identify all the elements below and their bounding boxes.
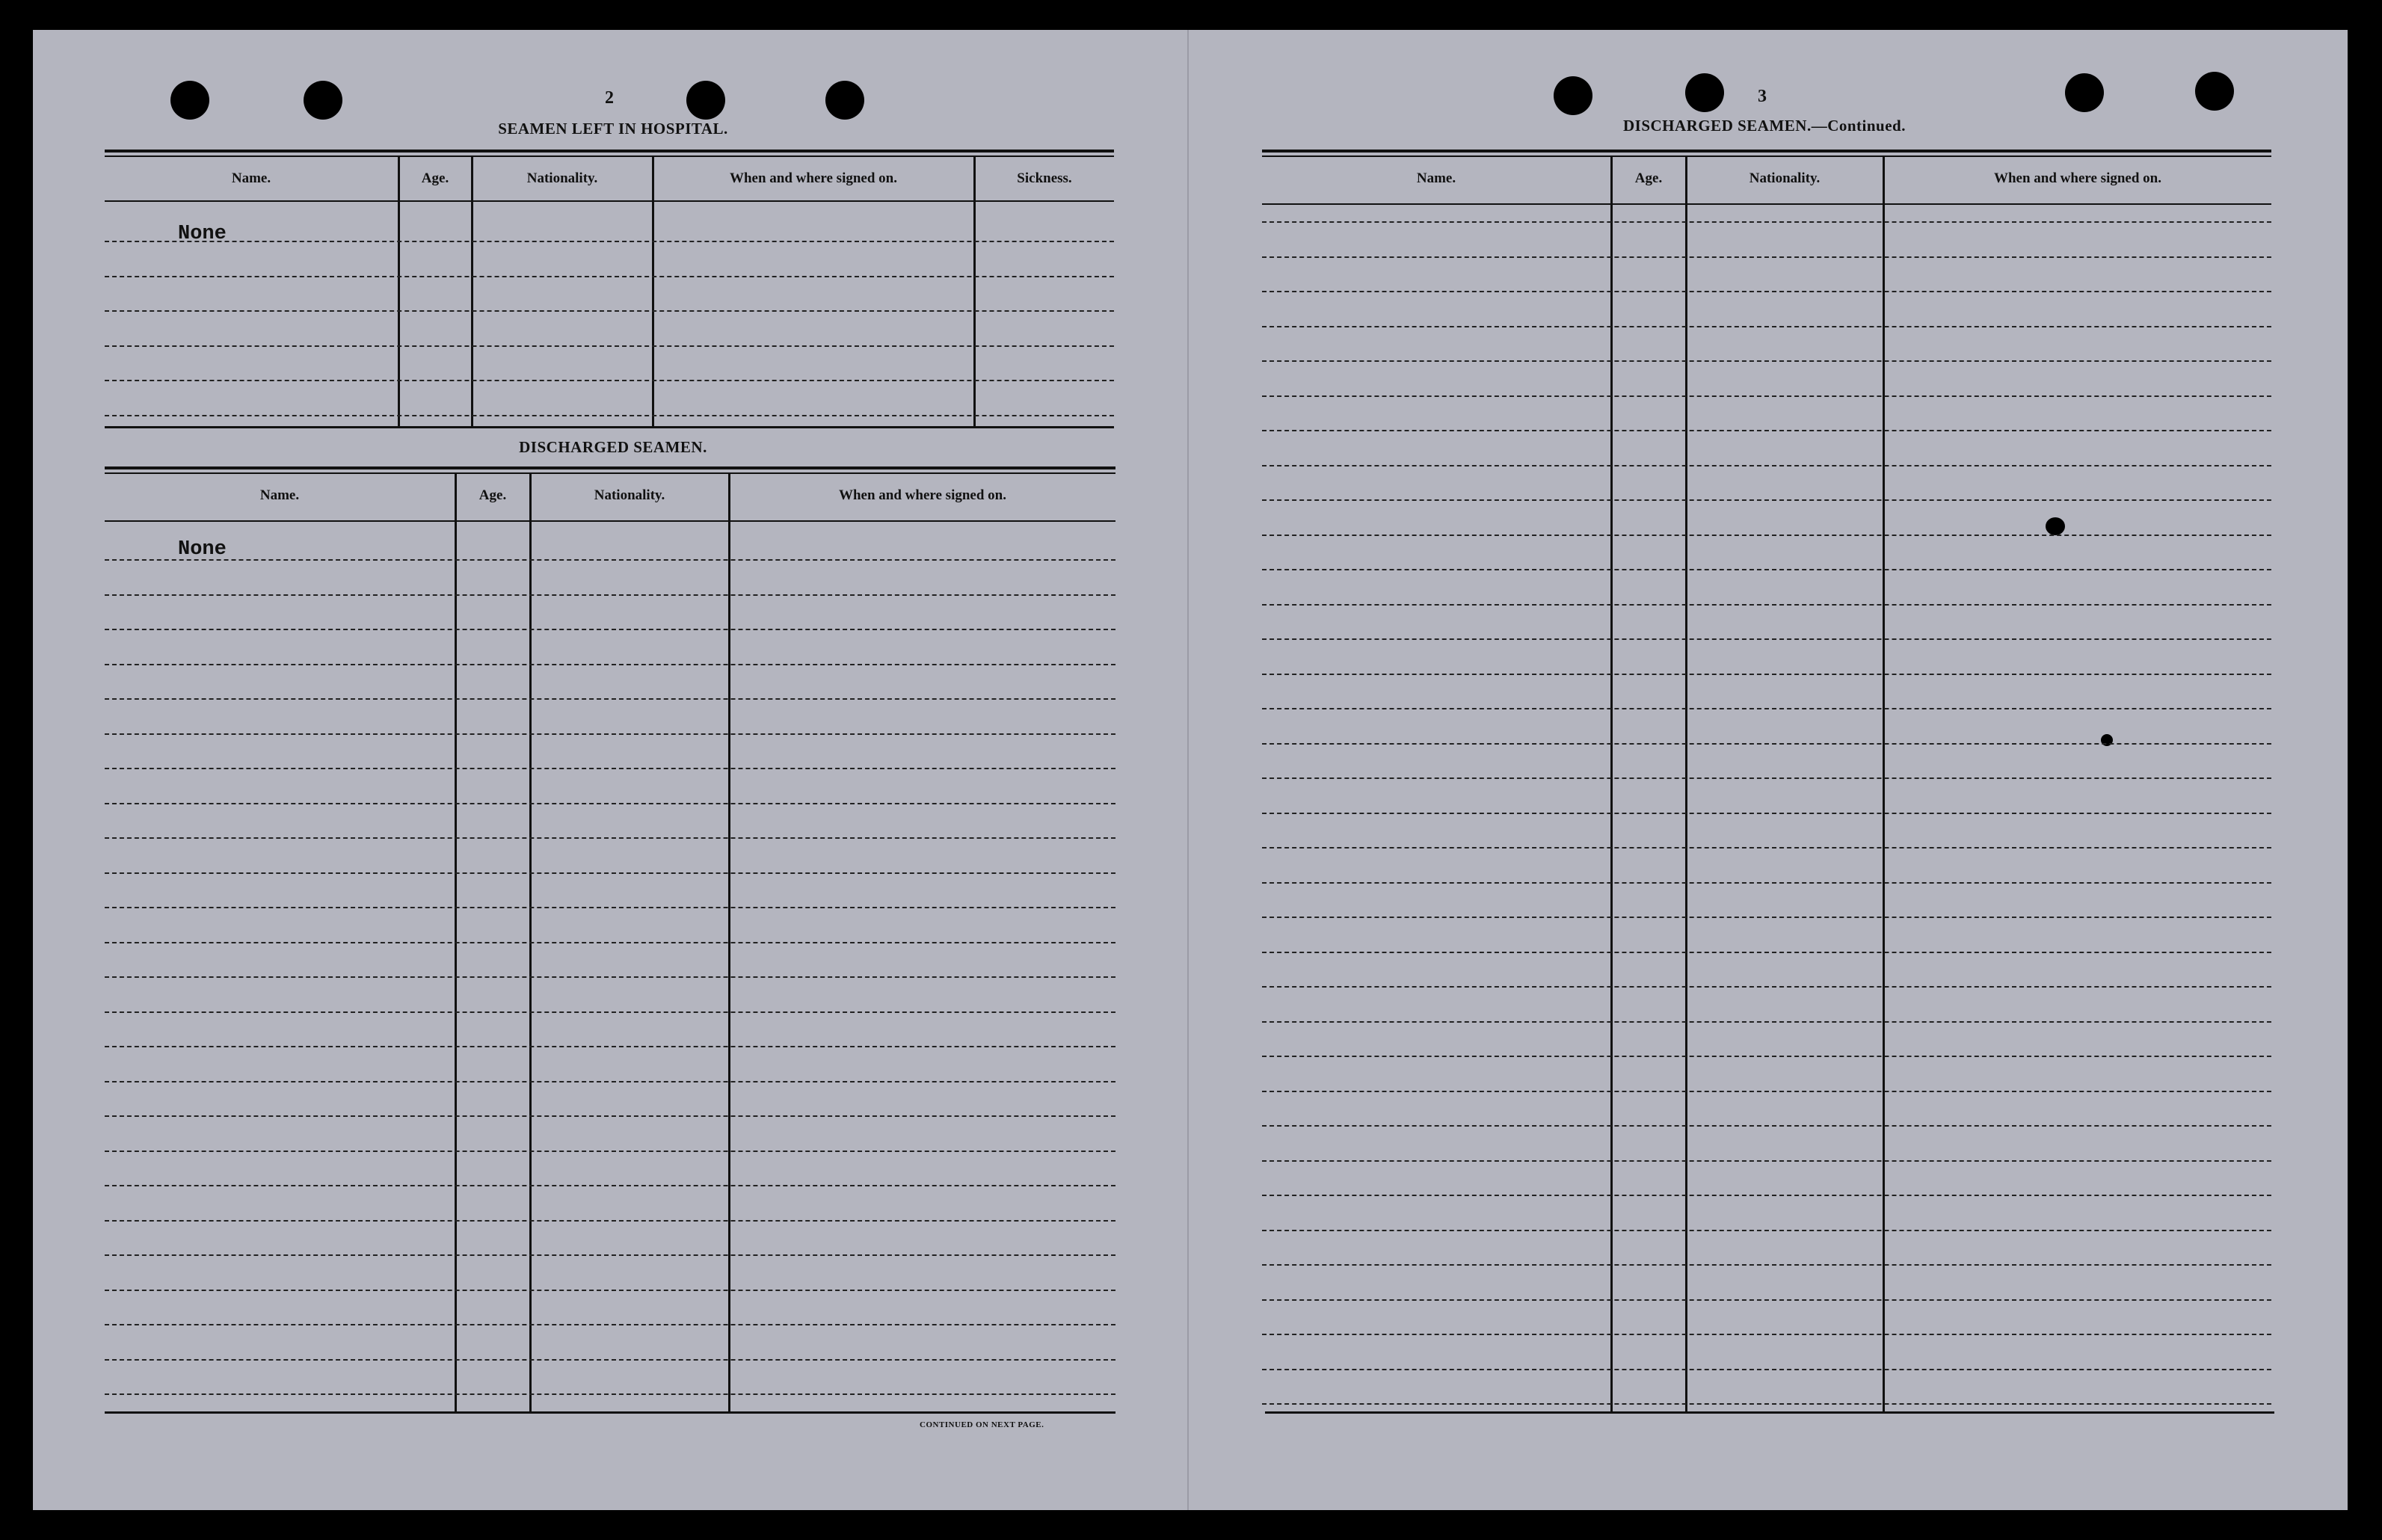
right-ruled-line xyxy=(1262,674,2271,675)
discharged-top-rule-thin xyxy=(105,472,1115,474)
discharged-entry-name: None xyxy=(178,538,227,561)
hospital-section-title: SEAMEN LEFT IN HOSPITAL. xyxy=(498,120,728,138)
right-column-divider xyxy=(1610,157,1613,1411)
discharged-ruled-line xyxy=(105,1115,1115,1117)
right-ruled-line xyxy=(1262,1403,2271,1405)
right-ruled-line xyxy=(1262,535,2271,536)
right-ruled-line xyxy=(1262,1299,2271,1301)
discharged-ruled-line xyxy=(105,559,1115,561)
right-ruled-line xyxy=(1262,1056,2271,1057)
right-section-title: DISCHARGED SEAMEN.—Continued. xyxy=(1623,117,1906,135)
discharged-header-name: Name. xyxy=(259,487,300,503)
right-ruled-line xyxy=(1262,395,2271,397)
hospital-bottom-rule xyxy=(105,426,1114,428)
punch-hole xyxy=(170,81,209,120)
hospital-ruled-line xyxy=(105,415,1114,416)
hospital-ruled-line xyxy=(105,276,1114,277)
punch-hole xyxy=(1554,76,1592,115)
hospital-header-age: Age. xyxy=(421,170,449,186)
hospital-top-rule-thin xyxy=(105,155,1114,157)
discharged-header-age: Age. xyxy=(478,487,507,503)
right-column-divider xyxy=(1685,157,1687,1411)
punch-hole xyxy=(304,81,342,120)
right-ruled-line xyxy=(1262,952,2271,953)
discharged-ruled-line xyxy=(105,803,1115,804)
right-ruled-line xyxy=(1262,986,2271,988)
right-ruled-line xyxy=(1262,1230,2271,1231)
right-ruled-line xyxy=(1262,291,2271,292)
discharged-top-rule xyxy=(105,466,1115,469)
punch-hole xyxy=(825,81,864,120)
right-header-rule xyxy=(1262,203,2271,205)
discharged-ruled-line xyxy=(105,1185,1115,1186)
continued-note: CONTINUED ON NEXT PAGE. xyxy=(920,1420,1044,1429)
discharged-ruled-line xyxy=(105,733,1115,735)
ink-blot xyxy=(2101,734,2113,746)
hospital-column-divider xyxy=(471,157,473,428)
punch-hole xyxy=(2195,72,2234,111)
right-ruled-line xyxy=(1262,604,2271,606)
right-ruled-line xyxy=(1262,1091,2271,1092)
discharged-ruled-line xyxy=(105,942,1115,943)
document-sheet xyxy=(33,30,2348,1510)
discharged-ruled-line xyxy=(105,594,1115,596)
discharged-ruled-line xyxy=(105,837,1115,839)
discharged-ruled-line xyxy=(105,1220,1115,1222)
discharged-ruled-line xyxy=(105,768,1115,769)
hospital-top-rule xyxy=(105,150,1114,153)
right-ruled-line xyxy=(1262,882,2271,884)
discharged-section-title: DISCHARGED SEAMEN. xyxy=(519,438,707,456)
right-ruled-line xyxy=(1262,1264,2271,1266)
right-ruled-line xyxy=(1262,777,2271,779)
right-header-age: Age. xyxy=(1634,170,1663,186)
right-column-divider xyxy=(1883,157,1885,1411)
discharged-ruled-line xyxy=(105,629,1115,630)
discharged-ruled-line xyxy=(105,1290,1115,1291)
right-ruled-line xyxy=(1262,221,2271,223)
hospital-header-rule xyxy=(105,200,1114,202)
right-ruled-line xyxy=(1262,1021,2271,1023)
right-ruled-line xyxy=(1262,499,2271,501)
page-number-right: 3 xyxy=(1758,87,1767,106)
right-ruled-line xyxy=(1262,813,2271,814)
right-ruled-line xyxy=(1262,1369,2271,1370)
right-header-name: Name. xyxy=(1416,170,1456,186)
discharged-ruled-line xyxy=(105,1324,1115,1325)
punch-hole xyxy=(1685,73,1724,112)
hospital-ruled-line xyxy=(105,310,1114,312)
hospital-entry-name: None xyxy=(178,223,227,245)
discharged-ruled-line xyxy=(105,1254,1115,1256)
right-ruled-line xyxy=(1262,638,2271,640)
right-ruled-line xyxy=(1262,569,2271,570)
right-header-signed-on: When and where signed on. xyxy=(1993,170,2161,186)
right-ruled-line xyxy=(1262,708,2271,709)
hospital-ruled-line xyxy=(105,380,1114,381)
hospital-column-divider xyxy=(652,157,654,428)
hospital-ruled-line xyxy=(105,241,1114,242)
right-ruled-line xyxy=(1262,1160,2271,1162)
hospital-column-divider xyxy=(398,157,400,428)
right-ruled-line xyxy=(1262,847,2271,848)
discharged-header-rule xyxy=(105,520,1115,522)
discharged-ruled-line xyxy=(105,1011,1115,1013)
hospital-header-nationality: Nationality. xyxy=(526,170,598,186)
discharged-ruled-line xyxy=(105,872,1115,874)
discharged-ruled-line xyxy=(105,664,1115,665)
page-number-left: 2 xyxy=(605,88,614,108)
right-ruled-line xyxy=(1262,430,2271,431)
right-ruled-line xyxy=(1262,465,2271,466)
discharged-bottom-rule xyxy=(105,1411,1115,1414)
hospital-ruled-line xyxy=(105,345,1114,347)
hospital-header-sickness: Sickness. xyxy=(1017,170,1072,186)
right-ruled-line xyxy=(1262,1125,2271,1127)
right-bottom-rule xyxy=(1265,1411,2274,1414)
hospital-header-name: Name. xyxy=(231,170,271,186)
discharged-ruled-line xyxy=(105,1393,1115,1395)
discharged-ruled-line xyxy=(105,1081,1115,1082)
discharged-ruled-line xyxy=(105,976,1115,978)
discharged-ruled-line xyxy=(105,1359,1115,1361)
right-ruled-line xyxy=(1262,743,2271,745)
right-ruled-line xyxy=(1262,326,2271,327)
punch-hole xyxy=(2065,73,2104,112)
right-ruled-line xyxy=(1262,917,2271,918)
punch-hole xyxy=(686,81,725,120)
right-top-rule xyxy=(1262,150,2271,153)
discharged-header-signed-on: When and where signed on. xyxy=(838,487,1006,503)
discharged-ruled-line xyxy=(105,698,1115,700)
right-header-nationality: Nationality. xyxy=(1749,170,1821,186)
ink-blot xyxy=(2046,517,2065,535)
discharged-header-nationality: Nationality. xyxy=(594,487,665,503)
right-ruled-line xyxy=(1262,360,2271,362)
right-top-rule-thin xyxy=(1262,155,2271,157)
discharged-ruled-line xyxy=(105,907,1115,908)
right-ruled-line xyxy=(1262,1334,2271,1335)
discharged-ruled-line xyxy=(105,1046,1115,1047)
discharged-ruled-line xyxy=(105,1151,1115,1152)
hospital-column-divider xyxy=(973,157,976,428)
right-ruled-line xyxy=(1262,1195,2271,1196)
right-ruled-line xyxy=(1262,256,2271,258)
hospital-header-signed-on: When and where signed on. xyxy=(729,170,897,186)
page-fold xyxy=(1187,30,1189,1510)
